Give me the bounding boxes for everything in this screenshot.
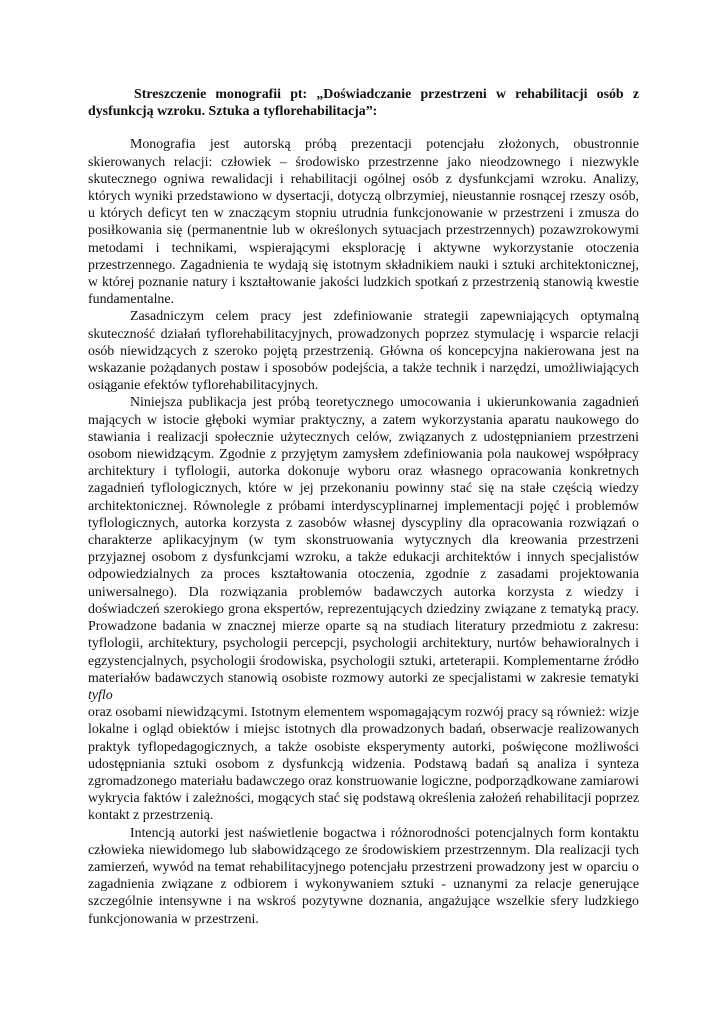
paragraph-method-continuation: oraz osobami niewidzącymi. Istotnym elementem wspomagającym rozwój pracy są również: wizje lokalne i ogląd obiektów i miejsc istotnych dla prowadzonych badań, obserwacje realizowanych praktyk tyflopedagogicznych, a także osobiste eksperymenty autorki, poświęcone możliwości udostępniania sztuki osobom z dysfunkcją widzenia. Podstawą badań są analiza i synteza zgromadzonego materiału badawczego oraz konstruowanie logiczne, podporządkowane zamiarowi wykrycia faktów i zależności, mogących stać się podstawą określenia założeń rehabilitacji poprzez kontakt z przestrzenią. [88,705,639,824]
paragraph-method [88,394,639,824]
document-page [88,86,639,928]
document-title: Streszczenie monografii pt: „Doświadczanie przestrzeni w rehabilitacji osób z dysfunkcją wzroku. Sztuka a tyflorehabilitacja”: [88,87,639,120]
italic-term: tyflo [88,687,113,703]
paragraph-intro: Monografia jest autorską próbą prezentacji potencjału złożonych, obustronnie skierowanych relacji: człowiek – środowisko przestrzenne jako nieodzownego i niezwykle skutecznego ogniwa rewalidacji i rehabilitacji ogólnej osób z dysfunkcjami wzroku. Analizy, których wyniki przedstawiono w dysertacji, dotyczą olbrzymiej, nieustannie rosnącej rzeszy osób, u których deficyt ten w znaczącym stopniu utrudnia funkcjonowanie w przestrzeni i zmusza do posiłkowania się (permanentnie lub w określonych sytuacjach przestrzennych) pozawzrokowymi metodami i technikami, wspierającymi eksplorację i aktywne wykorzystanie otoczenia przestrzennego. Zagadnienia te wydają się istotnym składnikiem nauki i sztuki architektonicznej, w której poznanie natury i kształtowanie jakości ludzkich spotkań z przestrzenią stanowią kwestie fundamentalne. [88,137,639,308]
paragraph-intention: Intencją autorki jest naświetlenie bogactwa i różnorodności potencjalnych form kontaktu człowieka niewidomego lub słabowidzącego ze środowiskiem przestrzennym. Dla realizacji tych zamierzeń, wywód na temat rehabilitacyjnego potencjału przestrzeni prowadzony jest w oparciu o zagadnienia związane z odbiorem i wykonywaniem sztuki - uznanymi za relacje generujące szczególnie intensywne i na wskroś pozytywne doznania, angażujące wszelkie sfery ludzkiego funkcjonowania w przestrzeni. [88,825,639,927]
paragraph-goal: Zasadniczym celem pracy jest zdefiniowanie strategii zapewniających optymalną skuteczność działań tyflorehabilitacyjnych, prowadzonych poprzez stymulację i wsparcie relacji osób niewidzących z szeroko pojętą przestrzenią. Główna oś koncepcyjna nakierowana jest na wskazanie pożądanych postaw i sposobów podejścia, a także technik i narzędzi, umożliwiających osiąganie efektów tyflorehabilitacyjnych. [88,309,639,394]
paragraph-method-text: Niniejsza publikacja jest próbą teoretycznego umocowania i ukierunkowania zagadnień mających w istocie głęboki wymiar praktyczny, a zatem wykorzystania aparatu naukowego do stawiania i realizacji społecznie użytecznych celów, związanych z udostępnianiem przestrzeni osobom niewidzącym. Zgodnie z przyjętym zamysłem zdefiniowania pola naukowej współpracy architektury i tyflologii, autorka dokonuje wyboru oraz własnego opracowania konkretnych zagadnień tyflologicznych, które w jej przekonaniu powinny stać się na stałe częścią wiedzy architektonicznej. Równolegle z próbami interdyscyplinarnej implementacji pojęć i problemów tyflologicznych, autorka korzysta z zasobów własnej dyscypliny dla opracowania rozwiązań o charakterze aplikacyjnym (w tym skonstruowania wytycznych dla kreowania przestrzeni przyjaznej osobom z dysfunkcjami wzroku, a także edukacji architektów i innych specjalistów odpowiedzialnych za proces kształtowania otoczenia, zgodnie z zasadami projektowania uniwersalnego). Dla rozwiązania problemów badawczych autorka korzysta z wiedzy i doświadczeń szerokiego grona ekspertów, reprezentujących dziedziny związane z tematyką pracy. Prowadzone badania w znacznej mierze oparte są na studiach literatury przedmiotu z zakresu: tyflologii, architektury, psychologii percepcji, psychologii architektury, nurtów behawioralnych i egzystencjalnych, psychologii środowiska, psychologii sztuki, arteterapii. Komplementarne źródło materiałów badawczych stanowią osobiste rozmowy autorki ze specjalistami w zakresie tematyki [88,395,639,686]
